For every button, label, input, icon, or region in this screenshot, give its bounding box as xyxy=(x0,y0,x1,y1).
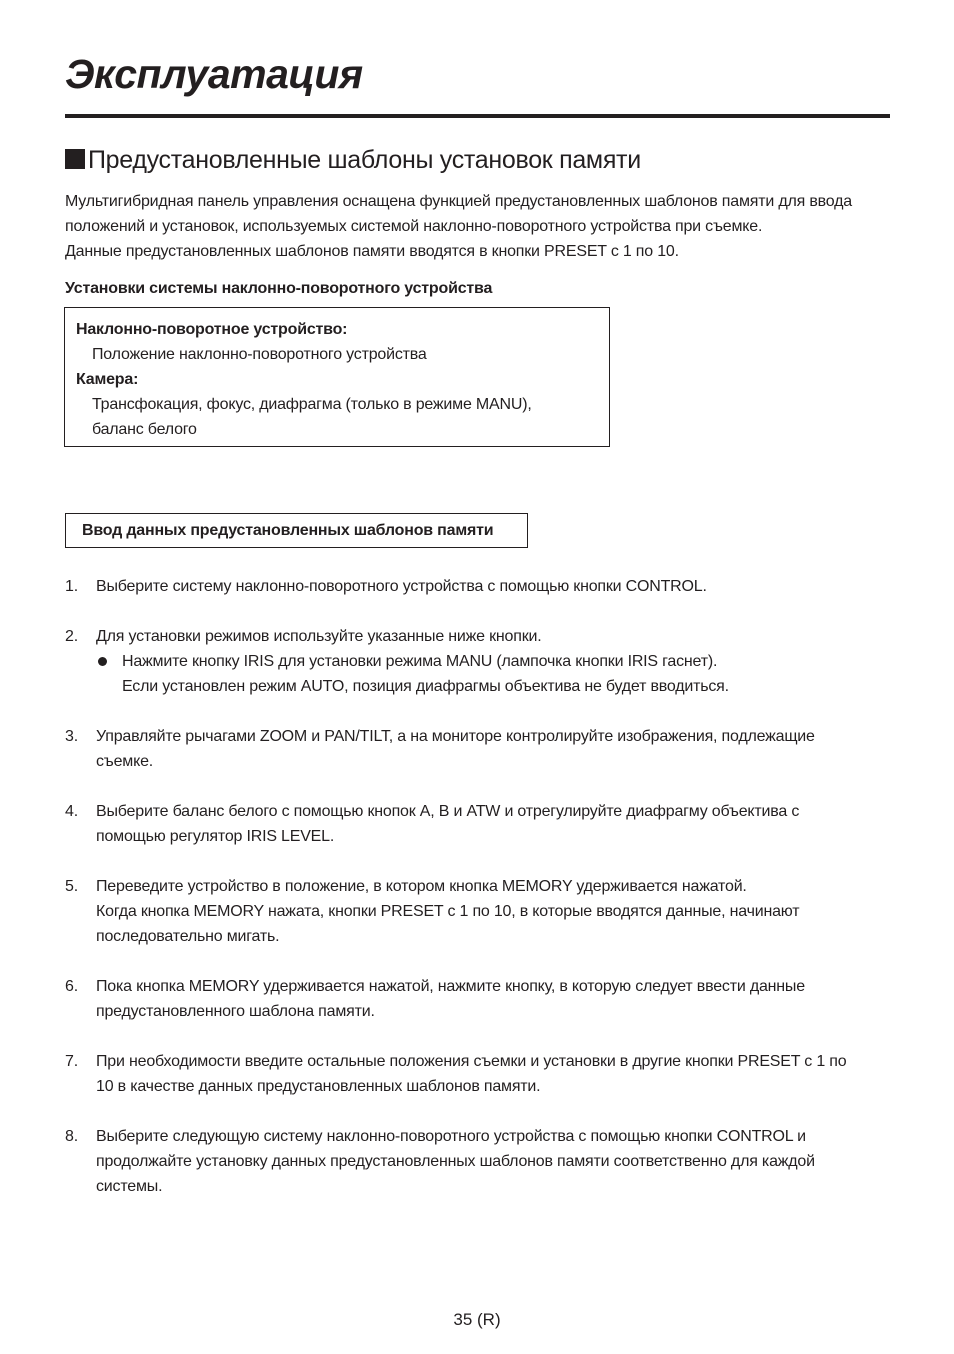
page-number: 35 (R) xyxy=(453,1310,501,1329)
step-number: 4. xyxy=(65,803,78,820)
pan-tilt-label: Наклонно-поворотное устройство: xyxy=(76,321,348,338)
step-text: Когда кнопка MEMORY нажата, кнопки PRESET с 1 по 10, в которые вводятся данные, начинают xyxy=(96,903,800,920)
step-number: 6. xyxy=(65,978,78,995)
list-item xyxy=(65,724,895,774)
bullet-icon xyxy=(96,649,122,699)
step-text: предустановленного шаблона памяти. xyxy=(96,1003,375,1020)
black-square-icon xyxy=(65,149,85,169)
intro-paragraph xyxy=(65,189,895,264)
bullet-text: Если установлен режим AUTO, позиция диафрагмы объектива не будет вводиться. xyxy=(122,678,729,695)
title-rule xyxy=(65,114,890,118)
camera-label: Камера: xyxy=(76,371,139,388)
step-number: 5. xyxy=(65,878,78,895)
step-text: При необходимости введите остальные положения съемки и установки в другие кнопки PRESET с 1 по xyxy=(96,1053,847,1070)
step-text: Управляйте рычагами ZOOM и PAN/TILT, а на мониторе контролируйте изображения, подлежащие xyxy=(96,728,815,745)
intro-line: Мультигибридная панель управления оснащена функцией предустановленных шаблонов памяти для ввода xyxy=(65,193,852,210)
settings-box xyxy=(64,307,610,447)
section-heading-text: Предустановленные шаблоны установок памяти xyxy=(88,146,641,174)
section-heading xyxy=(65,145,641,175)
step-text: последовательно мигать. xyxy=(96,928,280,945)
list-item xyxy=(65,1124,895,1199)
list-item xyxy=(65,574,895,599)
step-text: Пока кнопка MEMORY удерживается нажатой, нажмите кнопку, в которую следует ввести данные xyxy=(96,978,805,995)
step-text: системы. xyxy=(96,1178,163,1195)
settings-subheading: Установки системы наклонно-поворотного устройства xyxy=(65,280,493,297)
step-number: 2. xyxy=(65,628,78,645)
step-text: 10 в качестве данных предустановленных шаблонов памяти. xyxy=(96,1078,541,1095)
step-text: Переведите устройство в положение, в котором кнопка MEMORY удерживается нажатой. xyxy=(96,878,747,895)
camera-value: Трансфокация, фокус, диафрагма (только в режиме MANU), xyxy=(92,396,532,413)
step-text: Выберите баланс белого с помощью кнопок A, B и ATW и отрегулируйте диафрагму объектива с xyxy=(96,803,800,820)
list-item xyxy=(65,874,895,949)
steps-list xyxy=(65,574,895,1224)
step-text: Выберите следующую систему наклонно-поворотного устройства с помощью кнопки CONTROL и xyxy=(96,1128,806,1145)
bullet-text: Нажмите кнопку IRIS для установки режима MANU (лампочка кнопки IRIS гаснет). xyxy=(122,653,718,670)
step-number: 7. xyxy=(65,1053,78,1070)
step-text: Для установки режимов используйте указанные ниже кнопки. xyxy=(96,628,542,645)
step-text: съемке. xyxy=(96,753,154,770)
camera-value: баланс белого xyxy=(92,421,197,438)
intro-line: положений и установок, используемых системой наклонно-поворотного устройства при съемке. xyxy=(65,218,763,235)
step-text: продолжайте установку данных предустановленных шаблонов памяти соответственно для каждой xyxy=(96,1153,815,1170)
step-text: Выберите систему наклонно-поворотного устройства с помощью кнопки CONTROL. xyxy=(96,578,707,595)
step-text: помощью регулятор IRIS LEVEL. xyxy=(96,828,335,845)
step-number: 3. xyxy=(65,728,78,745)
list-item xyxy=(65,799,895,849)
page-title: Эксплуатация xyxy=(65,51,363,97)
list-item xyxy=(65,974,895,1024)
intro-line: Данные предустановленных шаблонов памяти вводятся в кнопки PRESET с 1 по 10. xyxy=(65,243,679,260)
entry-procedure-heading: Ввод данных предустановленных шаблонов памяти xyxy=(65,513,528,548)
step-number: 1. xyxy=(65,578,78,595)
pan-tilt-value: Положение наклонно-поворотного устройства xyxy=(92,346,427,363)
step-number: 8. xyxy=(65,1128,78,1145)
bullet-item xyxy=(96,649,895,699)
list-item xyxy=(65,624,895,699)
list-item xyxy=(65,1049,895,1099)
